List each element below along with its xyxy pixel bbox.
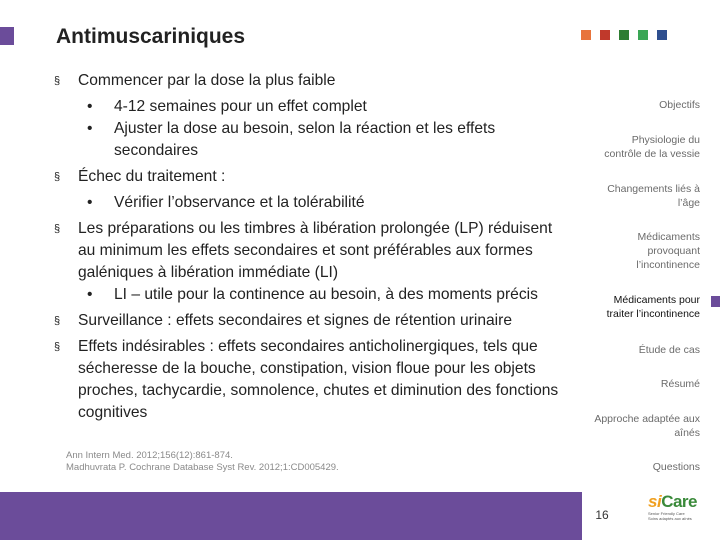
logo-tagline: Senior Friendly Care: [648, 511, 685, 516]
bullet-marker: §: [54, 315, 61, 327]
sub-bullet-marker: •: [87, 194, 93, 211]
logo-wordmark: siCare: [648, 492, 697, 511]
nav-item-questions[interactable]: Questions: [652, 461, 700, 473]
sub-bullet-text: 4-12 semaines pour un effet complet: [114, 98, 367, 115]
square-dark-green: [619, 30, 629, 40]
nav-item-objectifs[interactable]: Objectifs: [659, 99, 700, 111]
nav-item-physiologie[interactable]: Physiologie du contrôle de la vessie: [604, 134, 700, 160]
bullet-text: Les préparations ou les timbres à libération prolongée (LP) réduisent au minimum les effets secondaires et sont préférables aux formes galéniques à libération immédiate (LI): [78, 220, 553, 281]
bullet-item: [52, 310, 572, 332]
reference-line: Madhuvrata P. Cochrane Database Syst Rev. 2012;1:CD005429.: [66, 462, 339, 473]
sub-bullet: [52, 192, 572, 214]
bullet-marker: §: [54, 171, 61, 183]
reference-line: Ann Intern Med. 2012;156(12):861-874.: [66, 450, 233, 461]
bullet-item: [52, 70, 572, 92]
nav-item-approche[interactable]: Approche adaptée aux aînés: [594, 413, 700, 439]
references: [66, 450, 339, 474]
sub-bullet: [52, 284, 572, 306]
sub-bullet-text: Vérifier l’observance et la tolérabilité: [114, 194, 365, 211]
slide-title: Antimuscariniques: [56, 25, 246, 48]
sub-bullet-marker: •: [87, 286, 93, 303]
bullet-marker: §: [54, 223, 61, 235]
nav-item-changements[interactable]: Changements liés à l’âge: [607, 183, 700, 209]
sicare-logo: [648, 493, 708, 537]
bullet-marker: §: [54, 75, 61, 87]
sub-bullet-marker: •: [87, 120, 93, 137]
slide-content: [52, 70, 572, 428]
nav-item-medicaments-traiter[interactable]: Médicaments pour traiter l’incontinence: [606, 294, 700, 320]
nav-item-resume[interactable]: Résumé: [660, 378, 700, 390]
square-red: [600, 30, 610, 40]
square-green: [638, 30, 648, 40]
bullet-item: [52, 218, 572, 284]
square-orange: [581, 30, 591, 40]
square-blue: [657, 30, 667, 40]
active-nav-marker: [711, 296, 720, 307]
bullet-text: Échec du traitement :: [78, 168, 226, 185]
sub-bullet: [52, 96, 572, 118]
sub-bullet-text: Ajuster la dose au besoin, selon la réaction et les effets secondaires: [114, 120, 496, 159]
bullet-marker: §: [54, 341, 61, 353]
sub-bullet-marker: •: [87, 98, 93, 115]
page-number: 16: [595, 508, 609, 522]
color-squares: [581, 30, 667, 40]
nav-item-medicaments-provoquant[interactable]: Médicaments provoquant l’incontinence: [636, 231, 700, 271]
bullet-item: [52, 166, 572, 188]
logo-tagline: Soins adaptés aux aînés: [648, 516, 692, 521]
section-marker: [0, 27, 14, 45]
bullet-text: Surveillance : effets secondaires et signes de rétention urinaire: [78, 312, 512, 329]
bullet-text: Commencer par la dose la plus faible: [78, 72, 336, 89]
sub-bullet: [52, 118, 572, 162]
sub-bullet-text: LI – utile pour la continence au besoin, à des moments précis: [114, 286, 538, 303]
bullet-text: Effets indésirables : effets secondaires anticholinergiques, tels que sécheresse de la bouche, constipation, vision floue pour les objets proches, tachycardie, somnolence, chutes et diminution des fonctions cognitives: [78, 338, 559, 421]
bullet-item: [52, 336, 572, 424]
nav-item-etude-de-cas[interactable]: Étude de cas: [638, 344, 700, 356]
